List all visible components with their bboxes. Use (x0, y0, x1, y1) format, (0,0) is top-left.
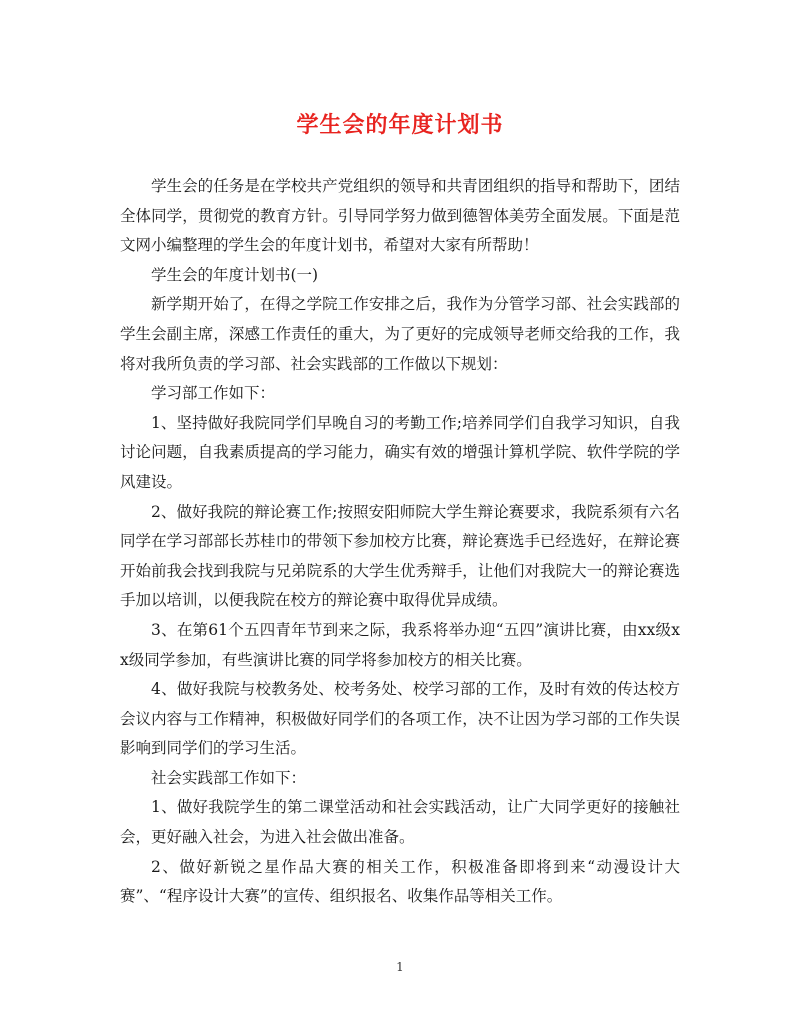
page-number: 1 (396, 960, 404, 974)
intro-paragraph: 学生会的任务是在学校共产党组织的领导和共青团组织的指导和帮助下，团结全体同学，贯彻党的教育方针。引导同学努力做到德智体美劳全面发展。下面是范文网小编整理的学生会的年度计划书，希望对大家有所帮助！ (120, 177, 680, 255)
study-item-2: 2、做好我院的辩论赛工作;按照安阳师院大学生辩论赛要求，我院系须有六名同学在学习部部长苏桂巾的带领下参加校方比赛，辩论赛选手已经选好，在辩论赛开始前我会找到我院与兄弟院系的大学生优秀辩手，让他们对我院大一的辩论赛选手加以培训，以便我院在校方的辩论赛中取得优异成绩。 (120, 502, 680, 610)
practice-item-1: 1、做好我院学生的第二课堂活动和社会实践活动，让广大同学更好的接触社会，更好融入社会，为进入社会做出准备。 (120, 798, 680, 847)
document-title: 学生会的年度计划书 (296, 112, 504, 138)
study-item-4: 4、做好我院与校教务处、校考务处、校学习部的工作，及时有效的传达校方会议内容与工作精神，积极做好同学们的各项工作，决不让因为学习部的工作失误影响到同学们的学习生活。 (120, 680, 680, 758)
practice-dept-heading: 社会实践部工作如下： (151, 768, 307, 787)
practice-item-2: 2、做好新锐之星作品大赛的相关工作，积极准备即将到来“动漫设计大赛”、“程序设计大赛”的宣传、组织报名、收集作品等相关工作。 (120, 857, 680, 906)
study-item-3: 3、在第61个五四青年节到来之际，我系将举办迎“五四”演讲比赛，由xx级xx级同学参加，有些演讲比赛的同学将参加校方的相关比赛。 (120, 620, 680, 669)
document-body (120, 172, 680, 912)
study-dept-heading: 学习部工作如下： (151, 384, 276, 403)
study-item-1: 1、坚持做好我院同学们早晚自习的考勤工作;培养同学们自我学习知识，自我讨论问题，自我素质提高的学习能力，确实有效的增强计算机学院、软件学院的学风建设。 (120, 413, 680, 491)
section-heading-plan-one: 学生会的年度计划书(一) (151, 265, 319, 284)
plan-intro-paragraph: 新学期开始了，在得之学院工作安排之后，我作为分管学习部、社会实践部的学生会副主席，深感工作责任的重大，为了更好的完成领导老师交给我的工作，我将对我所负责的学习部、社会实践部的工作做以下规划： (120, 295, 680, 373)
